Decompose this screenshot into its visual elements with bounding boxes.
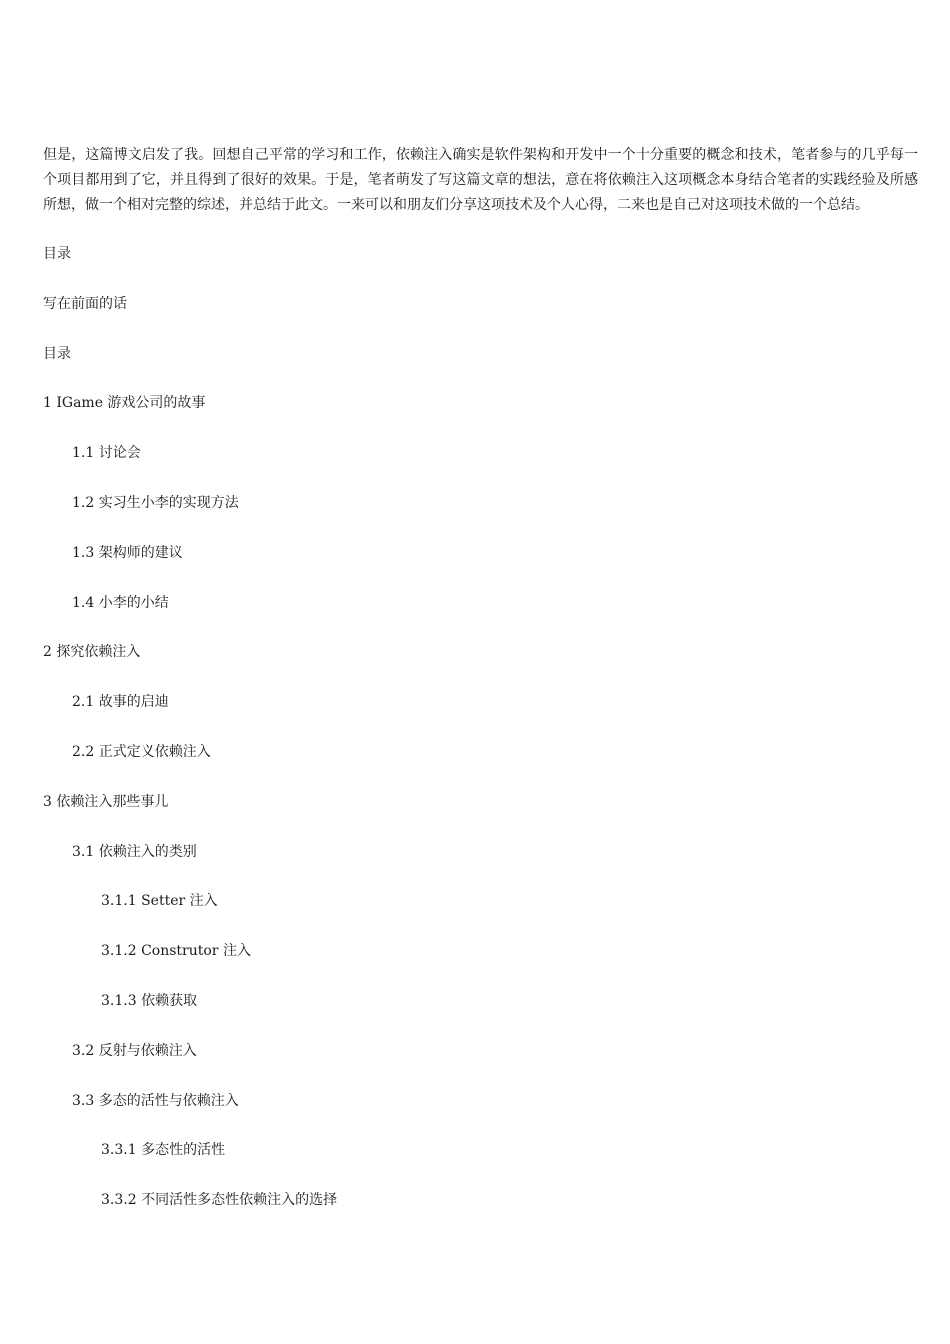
toc-item: 目录 [43, 246, 71, 262]
toc-item: 3.2 反射与依赖注入 [72, 1042, 197, 1059]
toc-item: 写在前面的话 [43, 295, 127, 312]
table-of-contents [0, 243, 950, 1239]
toc-item: 3.1.3 依赖获取 [101, 992, 198, 1009]
toc-item: 2 探究依赖注入 [43, 644, 141, 661]
toc-item: 3.1 依赖注入的类别 [72, 843, 197, 860]
toc-item: 3.3.2 不同活性多态性依赖注入的选择 [101, 1192, 338, 1209]
toc-item: 1 IGame 游戏公司的故事 [43, 395, 206, 412]
toc-item: 1.3 架构师的建议 [72, 544, 183, 561]
toc-item: 1.4 小李的小结 [72, 594, 169, 611]
toc-item: 1.1 讨论会 [72, 445, 141, 462]
toc-item: 3.3 多态的活性与依赖注入 [72, 1092, 239, 1109]
toc-item: 2.2 正式定义依赖注入 [72, 743, 211, 760]
toc-item: 3.1.1 Setter 注入 [101, 893, 218, 910]
toc-item: 2.1 故事的启迪 [72, 694, 169, 711]
toc-item: 目录 [43, 345, 71, 362]
toc-item: 3.3.1 多态性的活性 [101, 1142, 226, 1159]
toc-item: 3 依赖注入那些事儿 [43, 793, 169, 810]
intro-paragraph: 但是，这篇博文启发了我。回想自己平常的学习和工作，依赖注入确实是软件架构和开发中一个十分重要的概念和技术，笔者参与的几乎每一个项目都用到了它，并且得到了很好的效果。于是，笔者萌发了写这篇文章的想法，意在将依赖注入这项概念本身结合笔者的实践经验及所感所想，做一个相对完整的综述，并总结于此文。一来可以和朋友们分享这项技术及个人心得，二来也是自己对这项技术做的一个总结。 [43, 147, 918, 213]
toc-item: 3.1.2 Construtor 注入 [101, 943, 251, 960]
toc-item: 1.2 实习生小李的实现方法 [72, 494, 239, 511]
